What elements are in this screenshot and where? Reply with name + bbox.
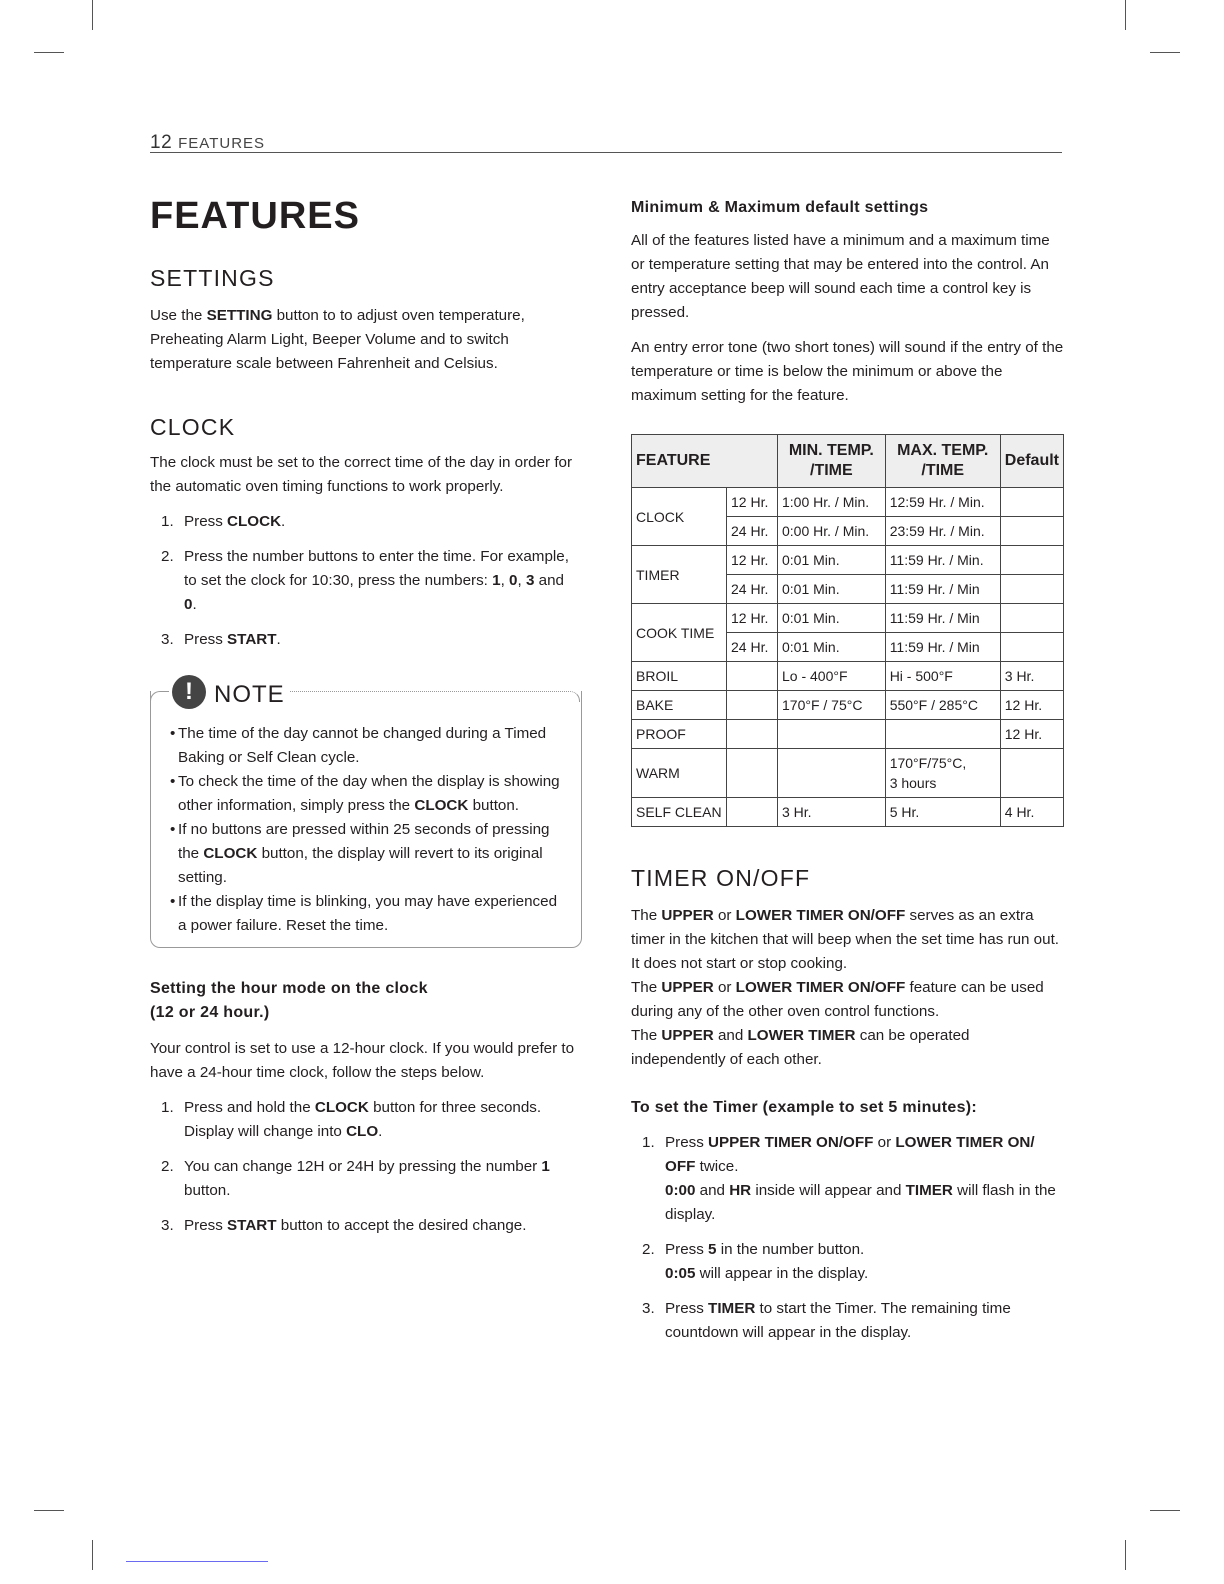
note-frame-corner	[150, 691, 169, 702]
crop-mark	[1150, 1510, 1180, 1511]
list-item	[150, 628, 580, 652]
header-max: MAX. TEMP. /TIME	[885, 435, 1000, 488]
table-cell: 550°F / 285°C	[885, 691, 1000, 720]
list-item	[631, 1297, 1066, 1345]
table-cell: 23:59 Hr. / Min.	[885, 517, 1000, 546]
table-cell: 170°F / 75°C	[778, 691, 886, 720]
text: Press	[184, 1217, 228, 1234]
table-cell: Hi - 500°F	[885, 662, 1000, 691]
table-cell: 1:00 Hr. / Min.	[778, 488, 886, 517]
text: will flash in the display.	[665, 1182, 1056, 1223]
text: If the display time is blinking, you may have experienced a power failure. Reset the time.	[178, 893, 558, 934]
table-row	[632, 798, 1064, 827]
bold-text: UPPER	[661, 1027, 714, 1044]
bullet: •	[170, 773, 176, 790]
bold-text: 0	[184, 596, 193, 613]
text: Press	[665, 1134, 709, 1151]
table-cell: 11:59 Hr. / Min	[885, 604, 1000, 633]
text: ,	[500, 572, 510, 589]
text: Press	[184, 631, 228, 648]
table-cell: Lo - 400°F	[778, 662, 886, 691]
table-cell	[885, 720, 1000, 749]
table-cell: 12 Hr.	[727, 604, 778, 633]
bullet: •	[170, 821, 176, 838]
table-cell: SELF CLEAN	[632, 798, 727, 827]
table-cell: BAKE	[632, 691, 727, 720]
table-cell: 0:01 Min.	[778, 575, 886, 604]
list-item	[631, 1131, 1066, 1227]
bold-text: UPPER	[661, 907, 714, 924]
table-cell	[727, 691, 778, 720]
text: Setting the hour mode on the clock	[150, 980, 428, 997]
step-number: 3.	[161, 631, 174, 648]
list-item	[150, 545, 580, 617]
text: The	[631, 979, 662, 996]
hour-mode-heading	[150, 977, 580, 1025]
note-box	[150, 669, 580, 949]
clock-intro: The clock must be set to the correct time of the day in order for the automatic oven timing functions to work properly.	[150, 454, 573, 495]
bold-text: START	[227, 1217, 277, 1234]
note-item	[170, 722, 566, 770]
text: .	[192, 596, 197, 613]
table-cell	[1000, 488, 1063, 517]
table-cell	[1000, 749, 1063, 798]
crop-mark	[1150, 52, 1180, 53]
step-number: 2.	[161, 1158, 174, 1175]
bold-text: CLO	[346, 1123, 379, 1140]
table-cell	[778, 720, 886, 749]
text: .	[378, 1123, 383, 1140]
table-cell	[778, 749, 886, 798]
settings-paragraph	[150, 304, 580, 376]
table-cell: 0:01 Min.	[778, 633, 886, 662]
bold-text: 5	[708, 1241, 717, 1258]
text: .	[281, 513, 286, 530]
table-row	[632, 662, 1064, 691]
bold-text: 0:05	[665, 1265, 696, 1282]
bold-text: HR	[729, 1182, 752, 1199]
text: and	[534, 572, 564, 589]
table-cell	[727, 798, 778, 827]
text: inside will appear and	[751, 1182, 906, 1199]
text: 3 hours	[889, 775, 937, 791]
text: (12 or 24 hour.)	[150, 1004, 270, 1021]
text: in the number button.	[716, 1241, 865, 1258]
bold-text: CLOCK	[414, 797, 469, 814]
bold-text: SETTING	[206, 307, 273, 324]
text: or	[873, 1134, 896, 1151]
text: and	[713, 1027, 748, 1044]
table-cell: PROOF	[632, 720, 727, 749]
bold-text: TIMER	[905, 1182, 953, 1199]
bold-text: LOWER TIMER ON/OFF	[735, 907, 906, 924]
list-item	[150, 1096, 580, 1144]
text: serves as an extra timer in the kitchen that will beep when the set time has run out. It does not start or stop cooking.	[631, 907, 1060, 972]
table-cell: 0:00 Hr. / Min.	[778, 517, 886, 546]
text: The	[631, 1027, 662, 1044]
table-cell	[727, 720, 778, 749]
table-cell: TIMER	[632, 546, 727, 604]
text: to start the Timer. The remaining time countdown will appear in the display.	[665, 1300, 1011, 1341]
step-number: 1.	[161, 513, 174, 530]
table-cell: 5 Hr.	[885, 798, 1000, 827]
table-cell: 12:59 Hr. / Min.	[885, 488, 1000, 517]
text: .	[276, 631, 281, 648]
text: will appear in the display.	[695, 1265, 869, 1282]
bold-text: 1	[541, 1158, 550, 1175]
running-header	[150, 132, 1062, 153]
step-number: 1.	[642, 1134, 655, 1151]
text: The	[631, 907, 662, 924]
note-item	[170, 818, 566, 890]
text: Use the	[150, 307, 207, 324]
note-item	[170, 890, 566, 938]
bold-text: UPPER TIMER ON/OFF	[708, 1134, 874, 1151]
step-number: 3.	[642, 1300, 655, 1317]
table-cell: 12 Hr.	[727, 546, 778, 575]
bold-text: UPPER	[661, 979, 714, 996]
table-cell	[1000, 604, 1063, 633]
table-row	[632, 749, 1064, 798]
text: button.	[184, 1182, 231, 1199]
bold-text: TIMER	[708, 1300, 756, 1317]
right-column	[631, 196, 1066, 1345]
text: or	[713, 979, 736, 996]
minmax-paragraph-1: All of the features listed have a minimum and a maximum time or temperature setting that may be entered into the control. An entry acceptance beep will sound each time a control key is pressed.	[631, 232, 1050, 321]
text: button.	[468, 797, 520, 814]
timer-paragraph-2	[631, 976, 1066, 1024]
page-number: 12	[150, 132, 173, 153]
bold-text: START	[227, 631, 277, 648]
text: can be operated independently of each other.	[631, 1027, 970, 1068]
step-number: 1.	[161, 1099, 174, 1116]
list-item	[150, 510, 580, 534]
text: Press the number buttons to enter the time. For example, to set the clock for 10:30, press the numbers:	[184, 548, 569, 589]
bold-text: CLOCK	[227, 513, 282, 530]
table-cell: COOK TIME	[632, 604, 727, 662]
text: If no buttons are pressed within 25 seconds of pressing the	[178, 821, 550, 862]
timer-onoff-heading: TIMER ON/OFF	[631, 865, 811, 891]
bullet: •	[170, 725, 176, 742]
crop-mark	[1125, 1540, 1126, 1570]
table-cell	[885, 749, 1000, 798]
step-number: 3.	[161, 1217, 174, 1234]
table-cell: 24 Hr.	[727, 633, 778, 662]
text: To check the time of the day when the display is showing other information, simply press the	[178, 773, 560, 814]
text: You can change 12H or 24H by pressing the number	[184, 1158, 542, 1175]
header-section: FEATURES	[178, 135, 266, 152]
table-cell	[727, 749, 778, 798]
text: button to to adjust oven temperature, Preheating Alarm Light, Beeper Volume and to switch temperature scale between Fahrenheit and Celsius.	[150, 307, 525, 372]
hour-mode-steps	[150, 1096, 580, 1238]
timer-paragraph-3	[631, 1024, 1066, 1072]
timer-paragraph-1	[631, 904, 1066, 976]
text: 170°F/75°C,	[889, 755, 967, 771]
bold-text: CLOCK	[314, 1099, 369, 1116]
table-row	[632, 691, 1064, 720]
text: The time of the day cannot be changed during a Timed Baking or Self Clean cycle.	[178, 725, 547, 766]
table-cell: 11:59 Hr. / Min	[885, 575, 1000, 604]
table-cell	[1000, 575, 1063, 604]
table-row	[632, 488, 1064, 517]
bold-text: LOWER TIMER ON/ OFF	[665, 1134, 1035, 1175]
settings-table	[631, 434, 1064, 827]
bold-text: 1	[492, 572, 501, 589]
footer-rule	[126, 1561, 268, 1562]
table-cell: 4 Hr.	[1000, 798, 1063, 827]
table-cell	[1000, 517, 1063, 546]
text: Press	[184, 513, 228, 530]
bold-text: LOWER TIMER	[747, 1027, 856, 1044]
step-number: 2.	[642, 1241, 655, 1258]
note-items	[170, 722, 566, 938]
text: Press and hold the	[184, 1099, 315, 1116]
table-cell	[727, 662, 778, 691]
table-cell: 24 Hr.	[727, 517, 778, 546]
table-cell	[1000, 546, 1063, 575]
header-feature: FEATURE	[632, 435, 778, 488]
text: or	[713, 907, 736, 924]
bold-text: LOWER TIMER ON/OFF	[735, 979, 906, 996]
table-cell: 24 Hr.	[727, 575, 778, 604]
text: ,	[517, 572, 526, 589]
text: button to accept the desired change.	[276, 1217, 527, 1234]
text: Press	[665, 1241, 709, 1258]
bold-text: 0:00	[665, 1182, 696, 1199]
table-cell: BROIL	[632, 662, 727, 691]
text: button for three seconds. Display will change into	[184, 1099, 542, 1140]
bold-text: 0	[509, 572, 518, 589]
page-title: FEATURES	[150, 195, 360, 237]
exclamation-icon: !	[172, 675, 206, 709]
step-number: 2.	[161, 548, 174, 565]
table-cell: 12 Hr.	[727, 488, 778, 517]
table-cell: 3 Hr.	[778, 798, 886, 827]
text: Press	[665, 1300, 709, 1317]
clock-heading: CLOCK	[150, 414, 236, 440]
header-default: Default	[1000, 435, 1063, 488]
crop-mark	[92, 0, 93, 30]
list-item	[150, 1155, 580, 1203]
set-timer-steps	[631, 1131, 1066, 1345]
table-cell	[1000, 633, 1063, 662]
table-cell: 0:01 Min.	[778, 546, 886, 575]
table-row	[632, 604, 1064, 633]
note-label: NOTE	[214, 681, 285, 708]
table-cell: CLOCK	[632, 488, 727, 546]
note-item	[170, 770, 566, 818]
table-cell: 12 Hr.	[1000, 720, 1063, 749]
table-cell: 0:01 Min.	[778, 604, 886, 633]
list-item	[150, 1214, 580, 1238]
table-cell: WARM	[632, 749, 727, 798]
table-row	[632, 546, 1064, 575]
minmax-heading: Minimum & Maximum default settings	[631, 199, 929, 216]
note-frame-rule	[290, 691, 580, 702]
header-min: MIN. TEMP. /TIME	[778, 435, 886, 488]
text: twice.	[695, 1158, 739, 1175]
text: and	[695, 1182, 730, 1199]
table-cell: 11:59 Hr. / Min	[885, 633, 1000, 662]
bold-text: 3	[525, 572, 535, 589]
set-timer-heading: To set the Timer (example to set 5 minutes):	[631, 1099, 978, 1116]
text: feature can be used during any of the other oven control functions.	[631, 979, 1044, 1020]
settings-heading: SETTINGS	[150, 265, 275, 291]
table-row	[632, 720, 1064, 749]
crop-mark	[1125, 0, 1126, 30]
crop-mark	[34, 1510, 64, 1511]
clock-steps	[150, 510, 580, 652]
bold-text: CLOCK	[203, 845, 258, 862]
table-cell: 3 Hr.	[1000, 662, 1063, 691]
table-header-row	[632, 435, 1064, 488]
left-column	[150, 190, 580, 1238]
text: button, the display will revert to its original setting.	[178, 845, 543, 886]
list-item	[631, 1238, 1066, 1286]
minmax-paragraph-2: An entry error tone (two short tones) will sound if the entry of the temperature or time is below the minimum or above the maximum setting for the feature.	[631, 339, 1064, 404]
table-cell: 12 Hr.	[1000, 691, 1063, 720]
table-cell: 11:59 Hr. / Min.	[885, 546, 1000, 575]
hour-mode-intro: Your control is set to use a 12-hour clock. If you would prefer to have a 24-hour time clock, follow the steps below.	[150, 1040, 575, 1081]
bullet: •	[170, 893, 176, 910]
crop-mark	[34, 52, 64, 53]
crop-mark	[92, 1540, 93, 1570]
